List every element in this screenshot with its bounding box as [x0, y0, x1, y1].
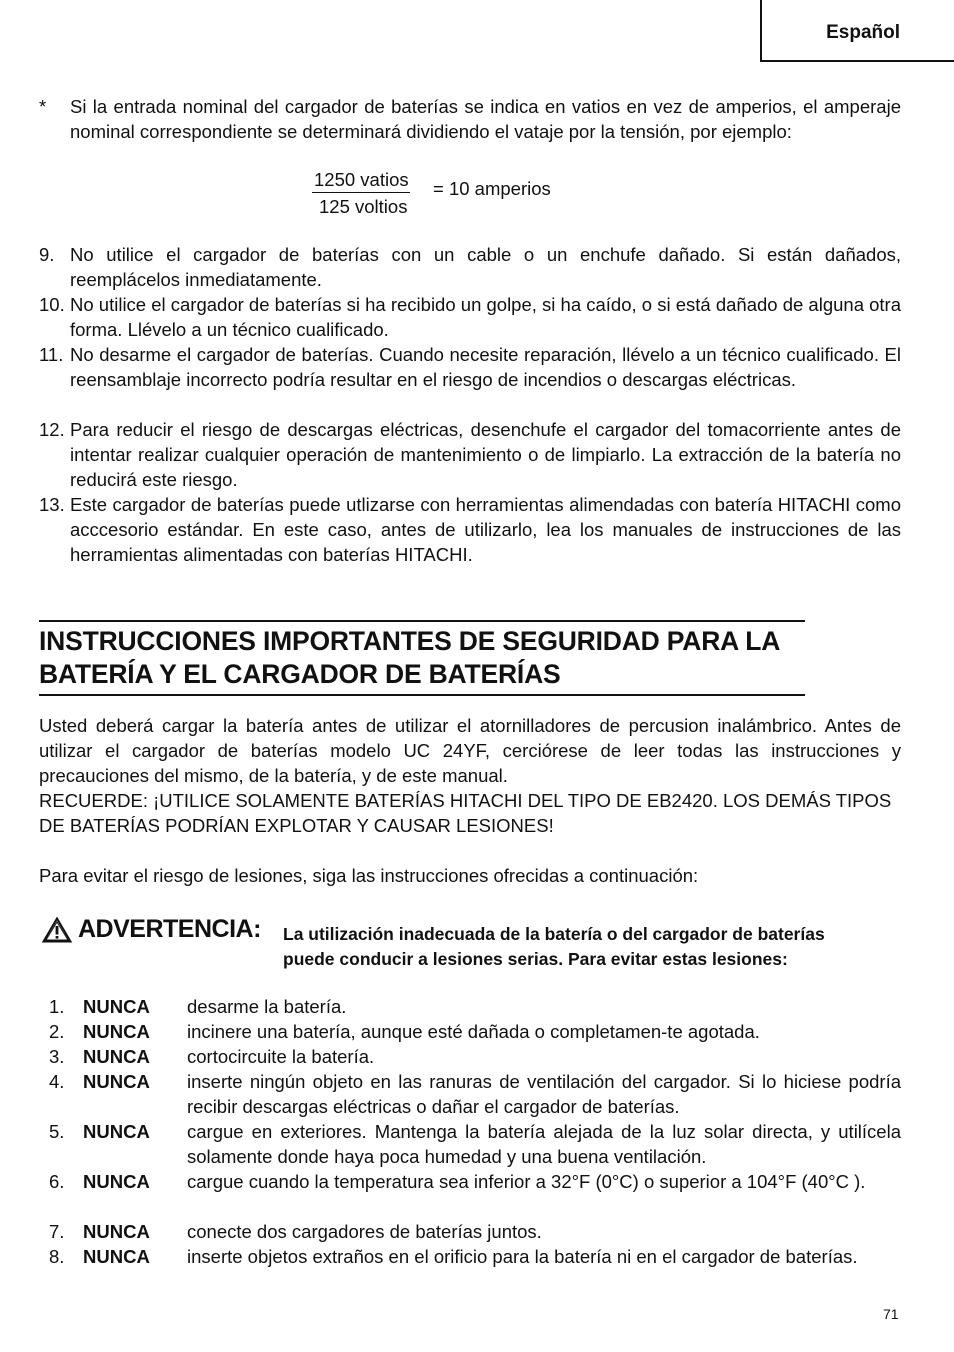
- fraction-numerator: 1250 vatios: [312, 167, 410, 193]
- nunca-text: cargue en exteriores. Mantenga la batería alejada de la luz solar directa, y utilícela solamente donde haya poca humedad y una buena ventilación.: [187, 1121, 901, 1167]
- item-text: No utilice el cargador de baterías con un cable o un enchufe dañado. Si están dañados, reemplácelos inmediatamente.: [70, 244, 901, 290]
- nunca-item: [39, 1244, 901, 1269]
- nunca-item: [39, 1069, 901, 1119]
- page-number: 71: [883, 1306, 899, 1322]
- section-heading-line2: BATERÍA Y EL CARGADOR DE BATERÍAS: [39, 659, 561, 689]
- intro-paragraph: Usted deberá cargar la batería antes de utilizar el atornilladores de percusion inalámbrico. Antes de utilizar el cargador de baterías modelo UC 24YF, cerciórese de leer todas las instrucciones y precauciones del mismo, de la batería, y de este manual.: [39, 715, 901, 786]
- fraction-denominator: 125 voltios: [319, 196, 408, 217]
- nunca-number: 7.: [49, 1221, 65, 1242]
- nunca-word: NUNCA: [83, 1046, 150, 1067]
- nunca-item: [39, 1169, 901, 1194]
- item-number: 12.: [39, 419, 65, 440]
- nunca-word: NUNCA: [83, 1071, 150, 1092]
- nunca-text: cargue cuando la temperatura sea inferior a 32°F (0°C) o superior a 104°F (40°C ).: [187, 1171, 866, 1192]
- nunca-number: 5.: [49, 1121, 65, 1142]
- nunca-word: NUNCA: [83, 1246, 150, 1267]
- nunca-number: 3.: [49, 1046, 65, 1067]
- nunca-item: [39, 1219, 901, 1244]
- language-tab: [760, 0, 954, 62]
- section-heading: [39, 625, 839, 691]
- footnote-marker: *: [39, 96, 47, 117]
- list-item: [39, 342, 901, 392]
- nunca-text: cortocircuite la batería.: [187, 1046, 375, 1067]
- fraction-result: = 10 amperios: [433, 178, 551, 199]
- nunca-word: NUNCA: [83, 1021, 150, 1042]
- item-text: No desarme el cargador de baterías. Cuando necesite reparación, llévelo a un técnico cualificado. El reensamblaje incorrecto podría resultar en el riesgo de incendios o descargas eléctricas.: [70, 344, 901, 390]
- nunca-text: inserte ningún objeto en las ranuras de ventilación del cargador. Si lo hiciese podría recibir descargas eléctricas o dañar el cargador de baterías.: [187, 1071, 901, 1117]
- item-number: 9.: [39, 244, 55, 265]
- heading-top-rule: [39, 620, 805, 622]
- nunca-text: conecte dos cargadores de baterías juntos.: [187, 1221, 542, 1242]
- nunca-text: inserte objetos extraños en el orificio para la batería ni en el cargador de baterías.: [187, 1246, 858, 1267]
- list-item: [39, 417, 901, 492]
- warning-line1: La utilización inadecuada de la batería o del cargador de baterías: [283, 924, 825, 944]
- recuerde-paragraph: RECUERDE: ¡UTILICE SOLAMENTE BATERÍAS HITACHI DEL TIPO DE EB2420. LOS DEMÁS TIPOS DE BATERÍAS PODRÍAN EXPLOTAR Y CAUSAR LESIONES!: [39, 790, 892, 836]
- footnote: [39, 94, 901, 144]
- section-heading-line1: INSTRUCCIONES IMPORTANTES DE SEGURIDAD PARA LA: [39, 626, 781, 656]
- nunca-item: [39, 994, 901, 1019]
- list-item: [39, 292, 901, 342]
- warning-text: [283, 922, 901, 972]
- heading-bottom-rule: [39, 694, 805, 696]
- item-text: Para reducir el riesgo de descargas eléctricas, desenchufe el cargador del tomacorriente antes de intentar realizar cualquier operación de mantenimiento o de limpiarlo. La extracción de la batería no reducirá este riesgo.: [70, 419, 901, 490]
- fraction: [312, 167, 410, 219]
- avoid-risk-paragraph: Para evitar el riesgo de lesiones, siga las instrucciones ofrecidas a continuación:: [39, 865, 699, 886]
- list-item: [39, 492, 901, 567]
- nunca-word: NUNCA: [83, 1221, 150, 1242]
- item-text: Este cargador de baterías puede utlizarse con herramientas alimendadas con batería HITACHI como acccesorio estándar. En este caso, antes de utilizarlo, lea los manuales de instrucciones de las herramientas alimentadas con baterías HITACHI.: [70, 494, 901, 565]
- nunca-number: 2.: [49, 1021, 65, 1042]
- nunca-number: 6.: [49, 1171, 65, 1192]
- item-number: 10.: [39, 294, 65, 315]
- item-number: 11.: [39, 344, 64, 365]
- nunca-number: 1.: [49, 996, 65, 1017]
- nunca-number: 8.: [49, 1246, 65, 1267]
- language-label: Español: [826, 22, 900, 43]
- nunca-word: NUNCA: [83, 1121, 150, 1142]
- nunca-word: NUNCA: [83, 996, 150, 1017]
- nunca-item: [39, 1019, 901, 1044]
- item-number: 13.: [39, 494, 65, 515]
- nunca-word: NUNCA: [83, 1171, 150, 1192]
- item-text: No utilice el cargador de baterías si ha recibido un golpe, si ha caído, o si está dañado de alguna otra forma. Llévelo a un técnico cualificado.: [70, 294, 901, 340]
- nunca-text: incinere una batería, aunque esté dañada o completamen-te agotada.: [187, 1021, 760, 1042]
- footnote-text: Si la entrada nominal del cargador de baterías se indica en vatios en vez de amperios, el amperaje nominal correspondiente se determinará dividiendo el vataje por la tensión, por ejemplo:: [70, 96, 901, 142]
- list-item: [39, 242, 901, 292]
- warning-triangle-icon: [42, 917, 72, 943]
- nunca-item: [39, 1044, 901, 1069]
- warning-title: ADVERTENCIA:: [78, 915, 261, 943]
- warning-line2: puede conducir a lesiones serias. Para evitar estas lesiones:: [283, 949, 788, 969]
- nunca-number: 4.: [49, 1071, 65, 1092]
- nunca-text: desarme la batería.: [187, 996, 347, 1017]
- nunca-item: [39, 1119, 901, 1169]
